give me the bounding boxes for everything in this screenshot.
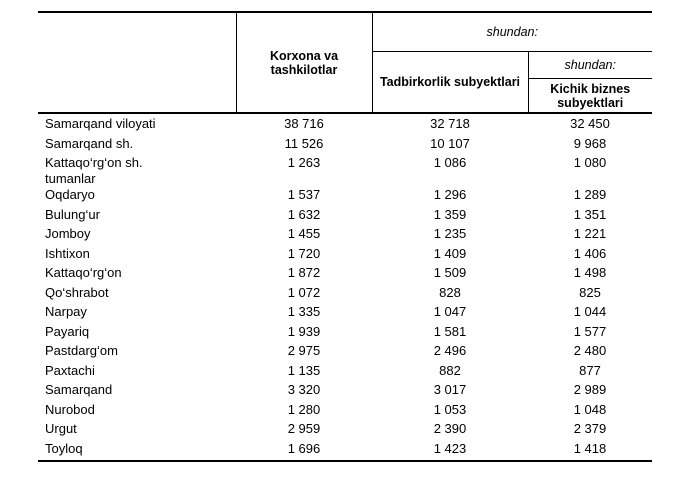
enterprises-table xyxy=(38,11,652,462)
enterprises-value: 1 939 xyxy=(287,323,321,339)
region-name-cell xyxy=(38,304,236,324)
region-name: Paxtachi xyxy=(45,362,95,378)
business-value: 1 296 xyxy=(433,187,467,202)
business-value: 1 047 xyxy=(433,304,467,319)
table-row xyxy=(38,382,652,402)
region-name-cell xyxy=(38,285,236,305)
region-name: Toyloq xyxy=(45,440,83,456)
region-name-cell xyxy=(38,155,236,187)
business-value: 2 390 xyxy=(433,421,467,436)
table-row xyxy=(38,441,652,462)
region-name: Samarqand sh. xyxy=(45,135,134,151)
statistics-table-container xyxy=(38,11,652,462)
region-name: Bulung‘ur xyxy=(45,206,100,222)
enterprises-value: 1 135 xyxy=(287,362,321,378)
table-body xyxy=(38,113,652,461)
table-row xyxy=(38,363,652,383)
business-value: 3 017 xyxy=(433,382,467,397)
table-row xyxy=(38,136,652,156)
small-business-value: 1 080 xyxy=(573,155,607,170)
small-business-value: 1 221 xyxy=(573,226,607,241)
region-name-continuation: tumanlar xyxy=(45,171,96,186)
region-name-cell xyxy=(38,113,236,136)
header-empty-cell xyxy=(38,12,236,113)
business-value: 1 086 xyxy=(433,155,467,170)
enterprises-value: 3 320 xyxy=(287,382,321,397)
region-name: Ishtixon xyxy=(45,245,90,261)
region-name-cell xyxy=(38,265,236,285)
region-name: Payariq xyxy=(45,323,90,339)
region-name: Nurobod xyxy=(45,401,95,417)
table-row xyxy=(38,304,652,324)
region-name-cell xyxy=(38,324,236,344)
table-row xyxy=(38,187,652,207)
small-business-value: 9 968 xyxy=(573,135,607,151)
region-name-cell xyxy=(38,207,236,227)
business-value: 1 423 xyxy=(372,441,528,462)
table-row xyxy=(38,246,652,266)
small-business-value: 1 351 xyxy=(573,206,607,222)
small-business-value: 1 048 xyxy=(573,401,607,417)
region-name-cell xyxy=(38,441,236,462)
table-row xyxy=(38,226,652,246)
small-business-value: 1 044 xyxy=(573,304,607,319)
business-value: 828 xyxy=(439,284,461,300)
enterprises-value: 2 959 xyxy=(287,421,321,436)
table-row xyxy=(38,265,652,285)
table-header xyxy=(38,12,652,113)
enterprises-value: 1 072 xyxy=(287,284,321,300)
header-small-business: Kichik biznes subyektlari xyxy=(528,79,652,114)
region-name: Oqdaryo xyxy=(45,187,95,202)
table-row xyxy=(38,343,652,363)
table-row xyxy=(38,285,652,305)
region-name-cell xyxy=(38,187,236,207)
small-business-value: 877 xyxy=(579,362,601,378)
business-value: 10 107 xyxy=(430,135,470,151)
header-business: Tadbirkorlik subyektlari xyxy=(372,52,528,114)
enterprises-value: 1 720 xyxy=(287,245,321,261)
business-value: 1 359 xyxy=(433,206,467,222)
business-value: 1 581 xyxy=(433,323,467,339)
small-business-value: 2 379 xyxy=(573,421,607,436)
enterprises-value: 1 455 xyxy=(287,226,321,241)
business-value: 1 509 xyxy=(433,265,467,280)
business-value: 2 496 xyxy=(433,343,467,358)
small-business-value: 825 xyxy=(579,284,601,300)
enterprises-value: 1 872 xyxy=(287,265,321,280)
table-row xyxy=(38,155,652,187)
small-business-value: 1 498 xyxy=(573,265,607,280)
header-shundan-top: shundan: xyxy=(372,12,652,52)
business-value: 32 718 xyxy=(430,116,470,131)
region-name: Pastdarg‘om xyxy=(45,343,118,358)
enterprises-value: 1 537 xyxy=(287,187,321,202)
table-row xyxy=(38,207,652,227)
small-business-value: 1 406 xyxy=(573,245,607,261)
region-name-cell xyxy=(38,421,236,441)
enterprises-value: 2 975 xyxy=(287,343,321,358)
enterprises-value: 1 280 xyxy=(287,401,321,417)
region-name: Qo‘shrabot xyxy=(45,284,109,300)
business-value: 1 235 xyxy=(433,226,467,241)
region-name: Jomboy xyxy=(45,226,91,241)
small-business-value: 32 450 xyxy=(570,116,610,131)
region-name-cell xyxy=(38,136,236,156)
header-enterprises: Korxona va tashkilotlar xyxy=(236,12,372,113)
region-name: Samarqand xyxy=(45,382,113,397)
enterprises-value: 11 526 xyxy=(284,135,324,151)
business-value: 1 409 xyxy=(433,245,467,261)
business-value: 882 xyxy=(439,362,461,378)
region-name: Kattaqo‘rg‘on xyxy=(45,265,122,280)
header-shundan-sub: shundan: xyxy=(528,52,652,79)
region-name: Kattaqo‘rg‘on sh. xyxy=(45,155,143,170)
region-name-cell xyxy=(38,343,236,363)
enterprises-value: 38 716 xyxy=(284,116,324,131)
region-name: Urgut xyxy=(45,421,77,436)
enterprises-value: 1 696 xyxy=(236,441,372,462)
region-name-cell xyxy=(38,402,236,422)
table-row xyxy=(38,421,652,441)
region-name-cell xyxy=(38,226,236,246)
region-name: Narpay xyxy=(45,304,87,319)
small-business-value: 2 480 xyxy=(573,343,607,358)
enterprises-value: 1 263 xyxy=(287,155,321,170)
table-row xyxy=(38,113,652,136)
table-row xyxy=(38,324,652,344)
region-name: Samarqand viloyati xyxy=(45,116,156,131)
region-name-cell xyxy=(38,363,236,383)
business-value: 1 053 xyxy=(433,401,467,417)
small-business-value: 1 289 xyxy=(573,187,607,202)
enterprises-value: 1 335 xyxy=(287,304,321,319)
enterprises-value: 1 632 xyxy=(287,206,321,222)
region-name-cell xyxy=(38,382,236,402)
table-row xyxy=(38,402,652,422)
small-business-value: 1 418 xyxy=(528,441,652,462)
region-name-cell xyxy=(38,246,236,266)
small-business-value: 2 989 xyxy=(573,382,607,397)
small-business-value: 1 577 xyxy=(573,323,607,339)
